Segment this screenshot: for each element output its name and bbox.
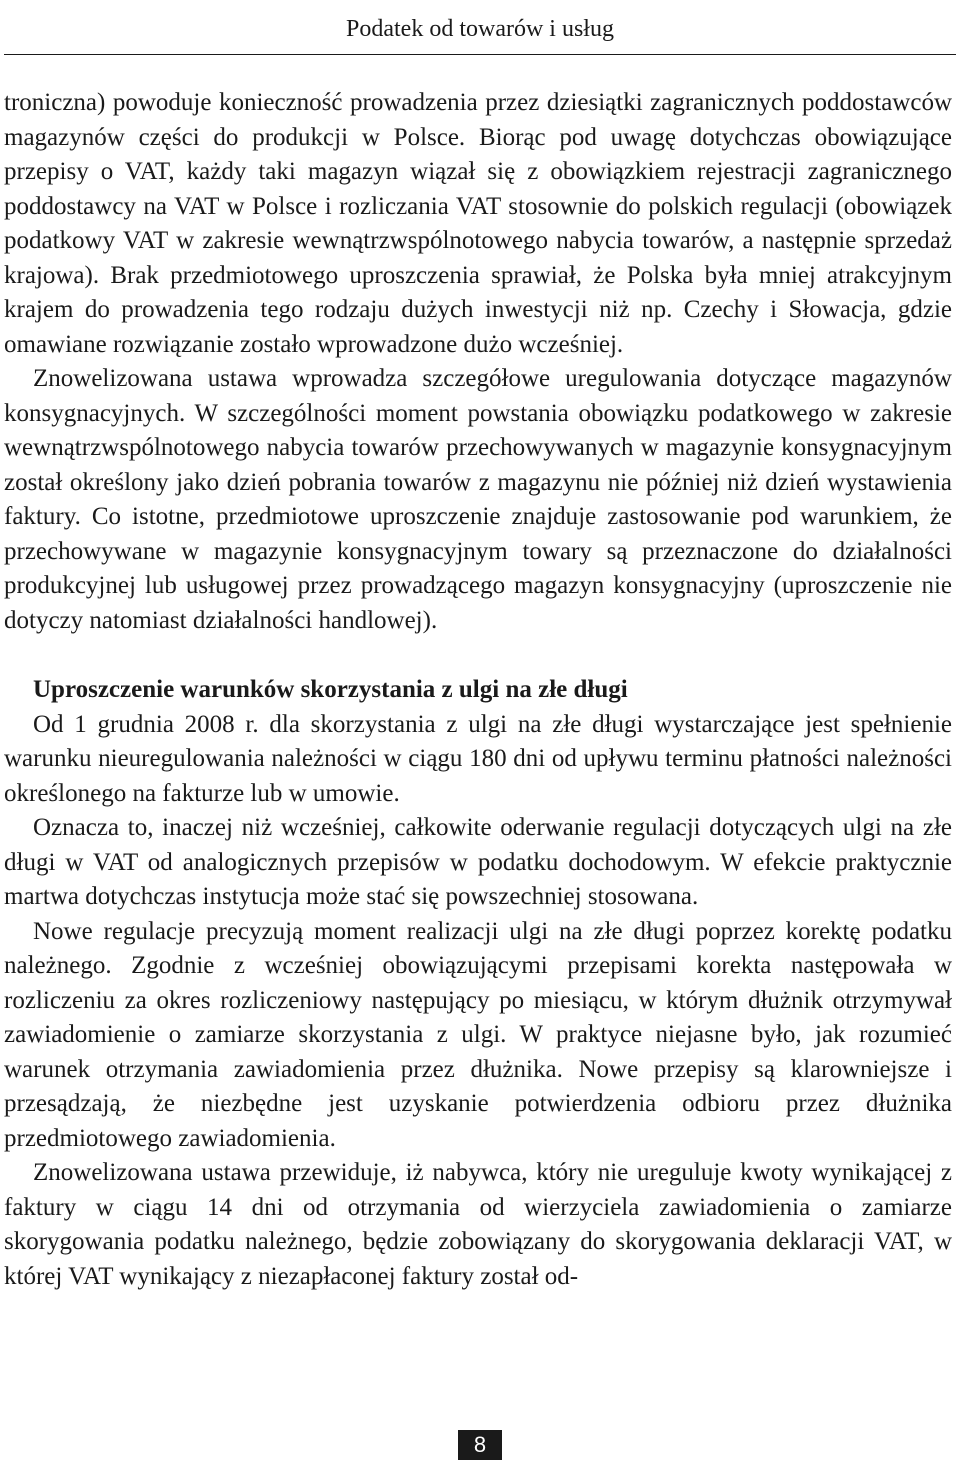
paragraph-continued: troniczna) powoduje konieczność prowadzenia przez dziesiątki zagranicznych poddostawców magazynów części do produkcji w Polsce. Biorąc pod uwagę dotychczas obowiązujące przepisy o VAT, każdy taki magazyn wiązał się z obowiązkiem rejestracji zagranicznego poddostawcy na VAT w Polsce i rozliczania VAT stosownie do polskich regulacji (obowiązek podatkowy VAT w zakresie wewnątrzwspólnotowego nabycia towarów, a następnie sprzedaż krajowa). Brak przedmiotowego uproszczenia sprawiał, że Polska była mniej atrakcyjnym krajem do prowadzenia tego rodzaju dużych inwestycji niż np. Czechy i Słowacja, gdzie omawiane rozwiązanie zostało wprowadzone dużo wcześniej.	[4, 89, 952, 358]
header-rule	[4, 54, 956, 55]
running-header: Podatek od towarów i usług	[346, 16, 614, 42]
body-text	[4, 86, 952, 1294]
paragraph-buyer-obligation: Znowelizowana ustawa przewiduje, iż nabywca, który nie ureguluje kwoty wynikającej z faktury w ciągu 14 dni od otrzymania od wierzyciela zawiadomienia o zamiarze skorygowania podatku należnego, będzie zobowiązany do skorygowania deklaracji VAT, w której VAT wynikający z niezapłaconej faktury został od-	[4, 1159, 952, 1290]
paragraph-income-tax-separation: Oznacza to, inaczej niż wcześniej, całkowite oderwanie regulacji dotyczących ulgi na złe długi w VAT od analogicznych przepisów w podatku dochodowym. W efekcie praktycznie martwa dotychczas instytucja może stać się powszechniej stosowana.	[4, 814, 952, 910]
paragraph-correction-moment: Nowe regulacje precyzują moment realizacji ulgi na złe długi poprzez korektę podatku należnego. Zgodnie z wcześniej obowiązującymi przepisami korekta następowała w rozliczeniu za okres rozliczeniowy następujący po miesiącu, w którym dłużnik otrzymywał zawiadomienie o zamiarze skorzystania z ulgi. W praktyce niejasne było, jak rozumieć warunek otrzymania zawiadomienia przez dłużnika. Nowe przepisy są klarowniejsze i przesądzają, że niezbędne jest uzyskanie potwierdzenia odbioru przez dłużnika przedmiotowego zawiadomienia.	[4, 917, 952, 1152]
paragraph-bad-debt-relief: Od 1 grudnia 2008 r. dla skorzystania z ulgi na złe długi wystarczające jest spełnienie warunku nieuregulowania należności w ciągu 180 dni od upływu terminu płatności należności określonego na fakturze lub w umowie.	[4, 710, 952, 807]
page-number: 8	[458, 1430, 502, 1460]
section-heading: Uproszczenie warunków skorzystania z ulgi na złe długi	[33, 676, 628, 703]
paragraph-consignment-warehouses: Znowelizowana ustawa wprowadza szczegółowe uregulowania dotyczące magazynów konsygnacyjnych. W szczególności moment powstania obowiązku podatkowego w zakresie wewnątrzwspólnotowego nabycia towarów przechowywanych w magazynie konsygnacyjnym został określony jako dzień pobrania towarów z magazynu nie później niż dzień wystawienia faktury. Co istotne, przedmiotowe uproszczenie znajduje zastosowanie pod warunkiem, że przechowywane w magazynie konsygnacyjnym towary są przeznaczone do działalności produkcyjnej lub usługowej przez prowadzącego magazyn konsygnacyjny (uproszczenie nie dotyczy natomiast działalności handlowej).	[4, 365, 952, 634]
